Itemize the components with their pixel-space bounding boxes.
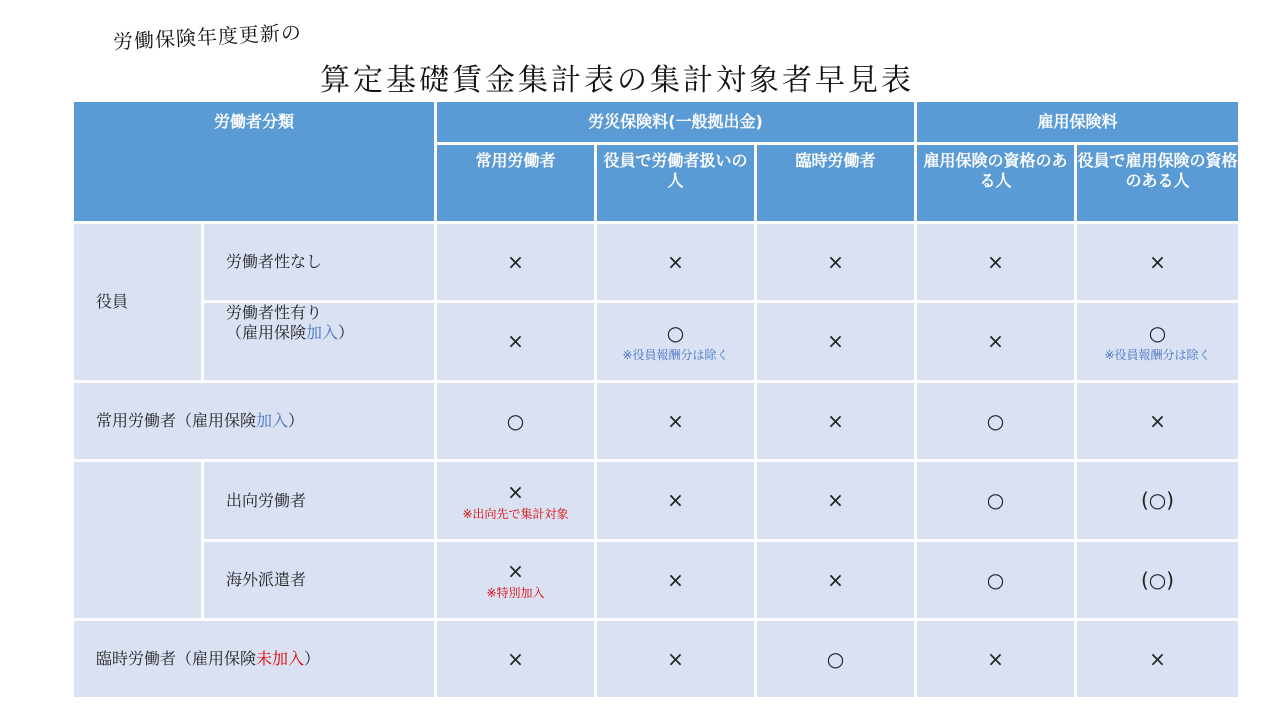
header-category: 労働者分類 bbox=[74, 102, 434, 221]
mark-cell: × bbox=[917, 621, 1074, 697]
row-label-with-worker-status bbox=[204, 303, 434, 380]
row-label-rinji: 臨時労働者（雇用保険 未加入 ） bbox=[74, 621, 434, 697]
header-col-jouyou: 常用労働者 bbox=[437, 145, 594, 221]
mark-cell: × bbox=[437, 303, 594, 380]
mark-cell: × bbox=[1077, 224, 1238, 300]
mark-cell: (○) bbox=[1077, 542, 1238, 618]
mark-cell: × bbox=[597, 621, 754, 697]
subtitle: 労働保険年度更新の bbox=[112, 20, 303, 54]
mark-cell: × bbox=[1077, 621, 1238, 697]
row-label-shukkou: 出向労働者 bbox=[204, 462, 434, 539]
mark-cell-with-note: ○ ※役員報酬分は除く bbox=[1077, 303, 1238, 380]
mark-cell: × bbox=[437, 224, 594, 300]
note-exclude-officer-pay: ※役員報酬分は除く bbox=[1104, 347, 1211, 362]
mark-cell-with-note: × ※出向先で集計対象 bbox=[437, 462, 594, 539]
mark-cell: ○ bbox=[757, 621, 914, 697]
mark-cell: (○) bbox=[1077, 462, 1238, 539]
mark-cell: × bbox=[757, 542, 914, 618]
note-shukkou: ※出向先で集計対象 bbox=[462, 506, 569, 521]
mark-cell: × bbox=[757, 224, 914, 300]
row-label-jouyou: 常用労働者（雇用保険 加入 ） bbox=[74, 383, 434, 459]
note-kaigai: ※特別加入 bbox=[486, 586, 545, 600]
mark-cell: ○ bbox=[917, 542, 1074, 618]
header-rousai-group: 労災保険料(一般拠出金) bbox=[437, 102, 914, 142]
mark-cell: × bbox=[597, 462, 754, 539]
row-label-no-worker-status: 労働者性なし bbox=[204, 224, 434, 300]
mark-cell: × bbox=[757, 303, 914, 380]
label-line2: （雇用保険加入） bbox=[226, 323, 355, 342]
summary-table bbox=[74, 102, 1238, 682]
mark-cell: ○ bbox=[917, 383, 1074, 459]
page-title: 算定基礎賃金集計表の集計対象者早見表 bbox=[320, 63, 914, 98]
mark-cell: × bbox=[437, 621, 594, 697]
mark-cell: × bbox=[917, 303, 1074, 380]
mark-cell-with-note: ○ ※役員報酬分は除く bbox=[597, 303, 754, 380]
mark-cell: × bbox=[757, 462, 914, 539]
mark-cell: × bbox=[597, 383, 754, 459]
note-exclude-officer-pay: ※役員報酬分は除く bbox=[622, 347, 729, 362]
header-col-koyou-qualified: 雇用保険の資格のある人 bbox=[917, 145, 1074, 221]
mark-cell: × bbox=[597, 542, 754, 618]
group-spacer bbox=[74, 462, 201, 618]
mark-cell: ○ bbox=[437, 383, 594, 459]
mark-cell: × bbox=[597, 224, 754, 300]
header-col-yakuin-worker: 役員で労働者扱いの人 bbox=[597, 145, 754, 221]
mark-cell: × bbox=[917, 224, 1074, 300]
mark-cell-with-note: × ※特別加入 bbox=[437, 542, 594, 618]
header-col-yakuin-koyou: 役員で雇用保険の資格のある人 bbox=[1077, 145, 1238, 221]
row-label-kaigai: 海外派遣者 bbox=[204, 542, 434, 618]
mark-cell: ○ bbox=[917, 462, 1074, 539]
row-label-yakuin: 役員 bbox=[74, 224, 201, 380]
label-line1: 労働者性有り bbox=[226, 303, 323, 322]
header-koyou-group: 雇用保険料 bbox=[917, 102, 1238, 142]
mark-cell: × bbox=[1077, 383, 1238, 459]
mark-cell: × bbox=[757, 383, 914, 459]
header-col-rinji: 臨時労働者 bbox=[757, 145, 914, 221]
